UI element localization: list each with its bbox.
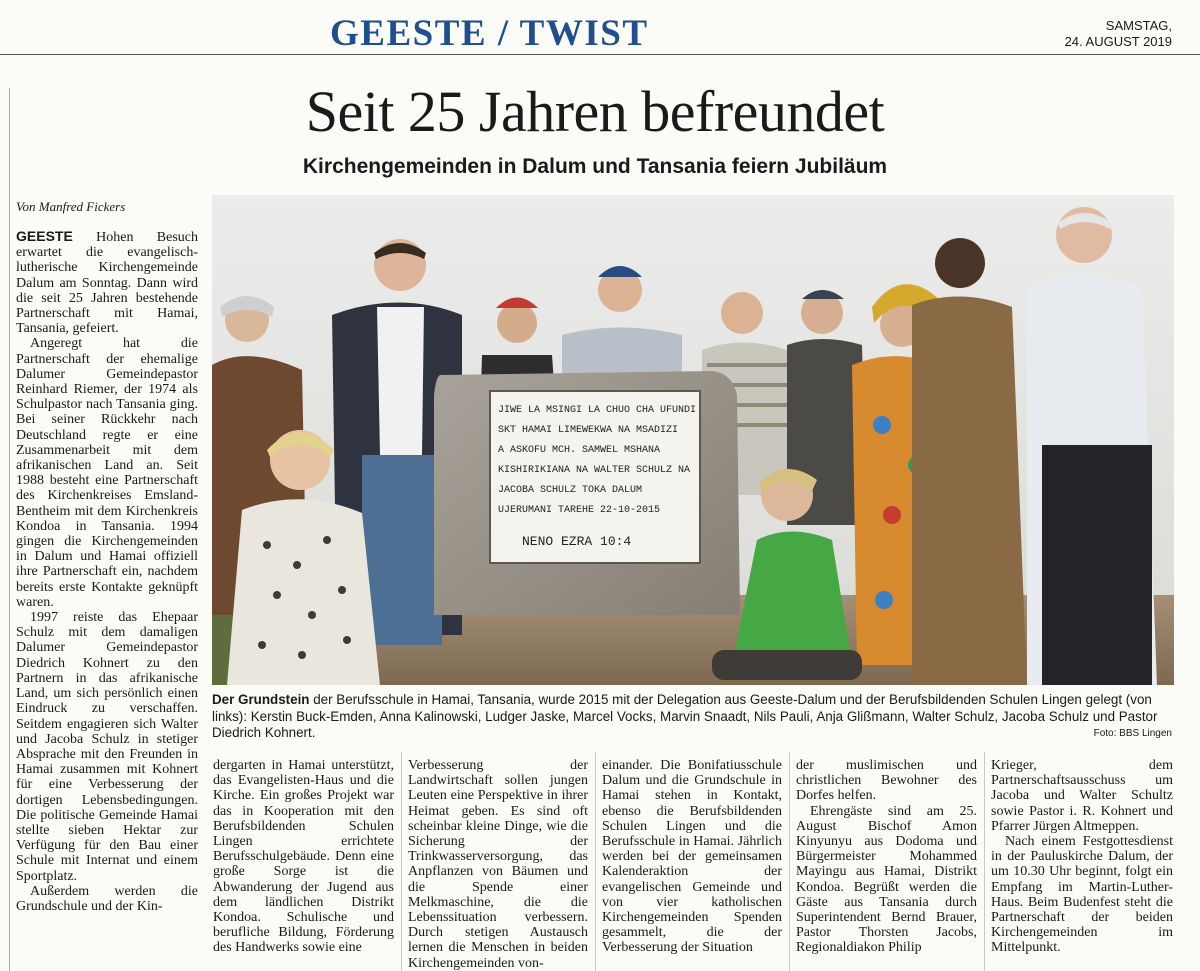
column-rule	[789, 752, 790, 971]
article-subheadline: Kirchengemeinden in Dalum und Tansania feiern Jubiläum	[302, 155, 888, 178]
paragraph: 1997 reiste das Ehepaar Schulz mit dem damaligen Dalumer Gemeindepastor Diedrich Kohnert zu den Partnern in das afrikanische Land, um sich persönlich einen Eindruck zu verschaffen. Seitdem engagieren sich Walter und Jacoba Schulz in stetiger Absprache mit den Freunden in Hamai zusammen mit Kohnert für eine Verbesserung der dortigen Lebensbedingungen. Die politische Gemeinde Hamai stellte sieben Hektar zur Verfügung für den Bau einer Schule mit Internat und einem Sportplatz.	[16, 610, 198, 884]
paragraph: Angeregt hat die Partnerschaft der ehemalige Dalumer Gemeindepastor Reinhard Riemer, der 1974 als Schulpastor nach Tansania ging. Bei seiner Rückkehr nach Deutschland regte er eine Zusammenarbeit mit dem afrikanischen Land an. Seit 1988 besteht eine Partnerschaft des Kirchenkreises Emsland-Bentheim mit dem Kirchenkreis Kondoa in Tansania. 1994 gingen die Kirchengemeinden in Dalum und Hamai offiziell ihre Partnerschaft ein, nachdem bereits erste Kontakte geknüpft waren.	[16, 336, 198, 610]
paragraph: Außerdem werden die Grundschule und der Kin-	[16, 883, 198, 914]
paragraph	[16, 229, 198, 336]
column-rule	[984, 752, 985, 971]
plaque-line: A ASKOFU MCH. SAMWEL MSHANA	[498, 445, 661, 456]
caption-text: der Berufsschule in Hamai, Tansania, wurde 2015 mit der Delegation aus Geeste-Dalum und der Berufsbildenden Schulen Lingen gelegt (von links): Kerstin Buck-Emden, Anna Kalinowski, Ludger Jaske, Marcel Vocks, Marvin Snaadt, Nils Pauli, Anja Glißmann, Walter Schulz, Jacoba Schulz und Pastor Diedrich Kohnert.	[212, 692, 1158, 740]
paragraph: Verbesserung der Landwirtschaft sollen jungen Leuten eine Perspektive in ihrer Heimat geben. Es sind oft scheinbar kleine Dinge, wie die Sicherung der Trinkwasserversorgung, das Anpflanzen von Bäumen und die Spende einer Melkmaschine, die die Lebenssituation verbessern. Durch stetigen Austausch lernen die Menschen in beiden Kirchengemeinden von-	[408, 758, 588, 971]
paragraph: Ehrengäste sind am 25. August Bischof Amon Kinyunyu aus Dodoma und Bürgermeister Mohammed Mayingu aus Hamai, Distrikt Kondoa. Begrüßt werden die Gäste aus Tansania durch Superintendent Bernd Brauer, Pastor Thorsten Jacobs, Regionaldiakon Philip	[796, 803, 977, 956]
plaque-line: JACOBA SCHULZ TOKA DALUM	[498, 485, 643, 496]
paragraph-text: Hohen Besuch erwartet die evangelisch-lutherische Kirchengemeinde Dalum am Sonntag. Dann wird die seit 25 Jahren bestehende Partnerschaft mit Hamai, Tansania, gefeiert.	[16, 230, 198, 337]
plaque-line: KISHIRIKIANA NA WALTER SCHULZ NA	[498, 465, 691, 476]
article-column-2	[213, 758, 394, 971]
article-column-5	[796, 758, 977, 971]
article-column-1	[16, 229, 198, 971]
left-margin-rule	[9, 88, 10, 971]
issue-date	[1065, 18, 1172, 50]
paragraph: dergarten in Hamai unterstützt, das Evangelisten-Haus und die Kirche. Ein großes Projekt war das in Kooperation mit den Berufsbildenden Schulen Lingen errichtete Berufsschulgebäude. Denn eine große Sorge ist die Abwanderung der Jugend aus dem ländlichen Distrikt Kondoa. Schulische und berufliche Bildung, Förderung des Handwerks sowie eine	[213, 758, 394, 956]
header-rule	[0, 54, 1200, 55]
section-title: GEESTE / TWIST	[330, 13, 649, 54]
dateline: GEESTE	[16, 229, 73, 244]
paragraph: der muslimischen und christlichen Bewohner des Dorfes helfen.	[796, 758, 977, 804]
paragraph: einander. Die Bonifatiusschule Dalum und die Grundschule in Hamai stehen in Kontakt, ebenso die Berufsbildenden Schulen Lingen und die Berufsschule in Hamai. Jährlich werden bei der gemeinsamen Kalenderaktion der evangelischen Gemeinde und von vier katholischen Kirchengemeinden Spenden gesammelt, die der Verbesserung der Situation	[602, 758, 782, 956]
photo-illustration	[212, 195, 1174, 685]
article-column-6	[991, 758, 1173, 971]
column-rule	[595, 752, 596, 971]
column-rule	[401, 752, 402, 971]
issue-weekday: SAMSTAG,	[1105, 18, 1172, 33]
article-photo	[212, 195, 1174, 685]
article-headline: Seit 25 Jahren befreundet	[305, 79, 885, 144]
photo-caption	[212, 692, 1174, 742]
paragraph: Nach einem Festgottesdienst in der Pauluskirche Dalum, der um 10.30 Uhr beginnt, folgt ein Empfang im Martin-Luther-Haus. Beim Budenfest steht die Partnerschaft der beiden Kirchengemeinden im Mittelpunkt.	[991, 834, 1173, 956]
plaque-line: UJERUMANI TAREHE 22-10-2015	[498, 505, 661, 516]
plaque-line: SKT HAMAI LIMEWEKWA NA MSADIZI	[498, 425, 679, 436]
issue-date-text: 24. AUGUST 2019	[1064, 34, 1172, 49]
paragraph: Krieger, dem Partnerschaftsausschuss um Jacoba und Walter Schultz sowie Pastor i. R. Kohnert und Pfarrer Jürgen Altmeppen.	[991, 758, 1173, 834]
article-byline: Von Manfred Fickers	[16, 199, 126, 214]
caption-lead: Der Grundstein	[212, 692, 310, 707]
article-column-4	[602, 758, 782, 971]
photo-credit: Foto: BBS Lingen	[1093, 728, 1172, 739]
article-column-3	[408, 758, 588, 971]
plaque-line: JIWE LA MSINGI LA CHUO CHA UFUNDI	[498, 405, 697, 416]
plaque-line: NENO EZRA 10:4	[522, 534, 632, 549]
